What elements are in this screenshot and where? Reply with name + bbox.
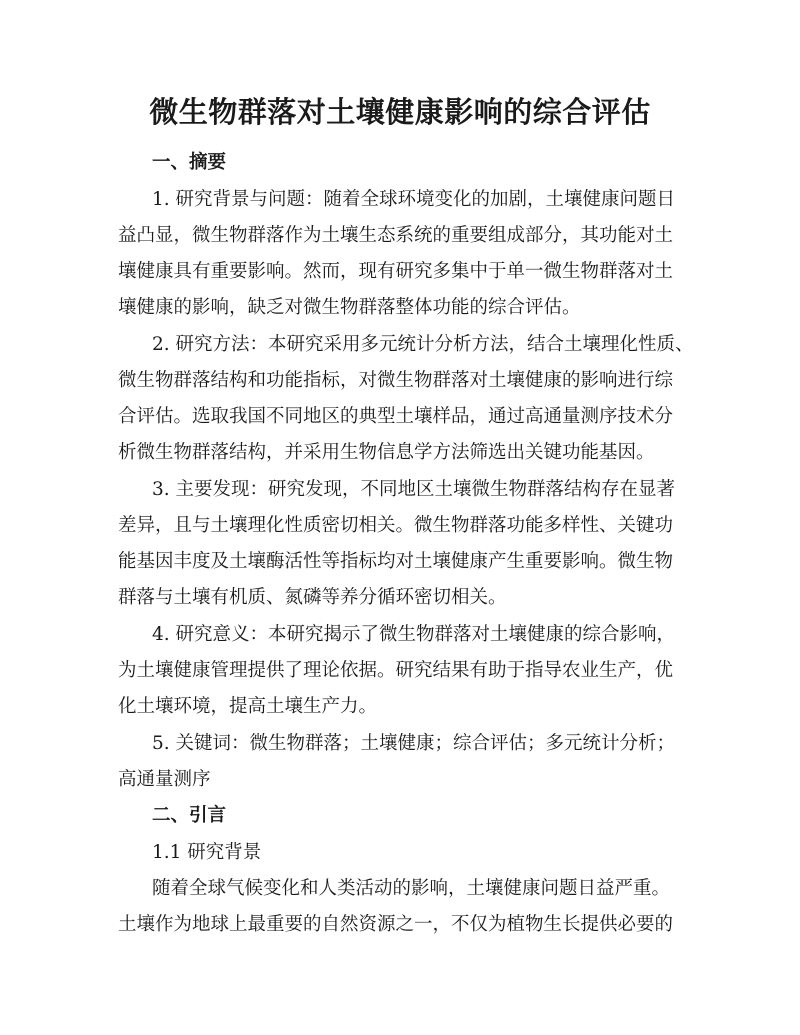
abstract-line: 壤健康具有重要影响。然而，现有研究多集中于单一微生物群落对土	[118, 261, 674, 282]
abstract-line: 3. 主要发现：研究发现，不同地区土壤微生物群落结构存在显著	[152, 479, 676, 500]
abstract-line: 高通量测序	[118, 769, 211, 790]
intro-line: 土壤作为地球上最重要的自然资源之一，不仅为植物生长提供必要的	[118, 914, 674, 935]
section-heading-introduction: 二、引言	[152, 805, 227, 826]
abstract-line: 1. 研究背景与问题：随着全球环境变化的加剧，土壤健康问题日	[152, 189, 676, 210]
abstract-line: 壤健康的影响，缺乏对微生物群落整体功能的综合评估。	[118, 297, 581, 318]
section-heading-abstract: 一、摘要	[152, 152, 227, 173]
document-title: 微生物群落对土壤健康影响的综合评估	[149, 95, 651, 129]
abstract-line: 差异，且与土壤理化性质密切相关。微生物群落功能多样性、关键功	[118, 515, 674, 536]
abstract-line: 化土壤环境，提高土壤生产力。	[118, 696, 378, 717]
abstract-line: 5. 关键词：微生物群落；土壤健康；综合评估；多元统计分析；	[152, 733, 676, 754]
abstract-line: 为土壤健康管理提供了理论依据。研究结果有助于指导农业生产，优	[118, 660, 674, 681]
abstract-line: 群落与土壤有机质、氮磷等养分循环密切相关。	[118, 587, 507, 608]
abstract-line: 能基因丰度及土壤酶活性等指标均对土壤健康产生重要影响。微生物	[118, 551, 674, 572]
abstract-line: 益凸显，微生物群落作为土壤生态系统的重要组成部分，其功能对土	[118, 225, 674, 246]
abstract-line: 合评估。选取我国不同地区的典型土壤样品，通过高通量测序技术分	[118, 406, 674, 427]
intro-line: 随着全球气候变化和人类活动的影响，土壤健康问题日益严重。	[152, 878, 671, 899]
abstract-line: 4. 研究意义：本研究揭示了微生物群落对土壤健康的综合影响，	[152, 624, 676, 645]
abstract-line: 2. 研究方法：本研究采用多元统计分析方法，结合土壤理化性质、	[152, 334, 694, 355]
abstract-line: 微生物群落结构和功能指标，对微生物群落对土壤健康的影响进行综	[118, 370, 674, 391]
abstract-line: 析微生物群落结构，并采用生物信息学方法筛选出关键功能基因。	[118, 442, 655, 463]
subsection-heading: 1.1 研究背景	[152, 842, 262, 863]
